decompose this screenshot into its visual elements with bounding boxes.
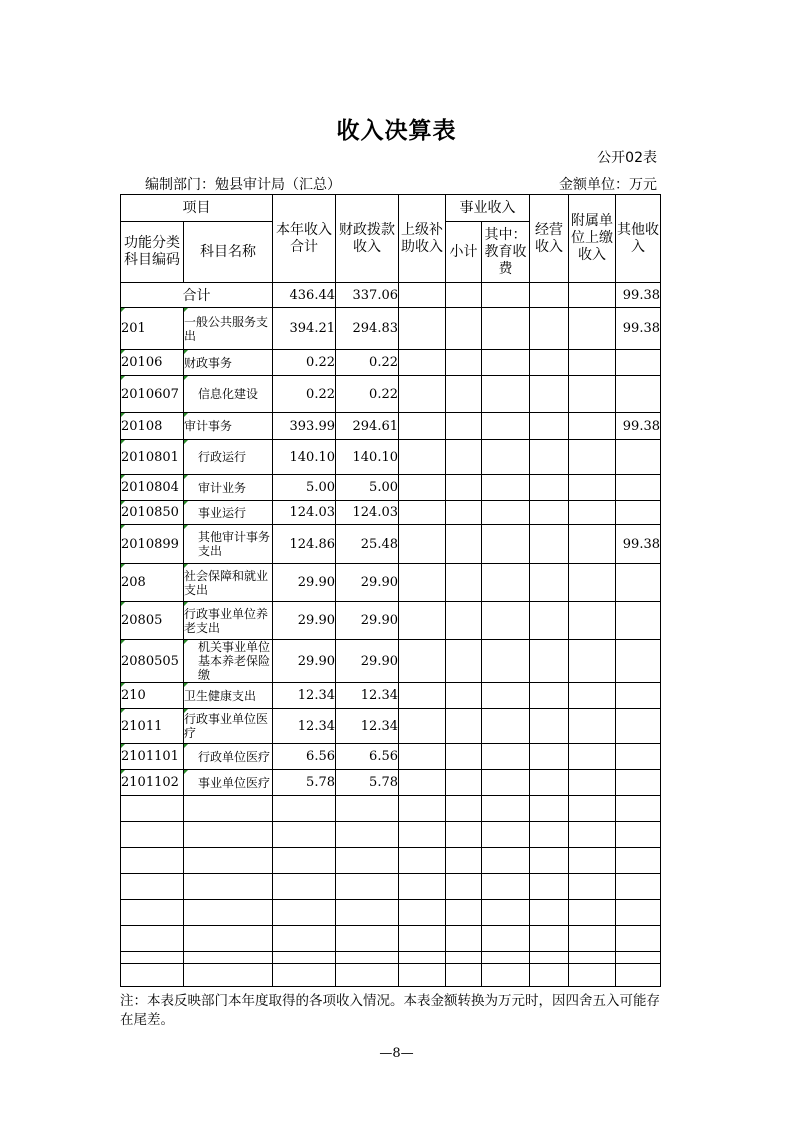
cell-fiscal: 5.78 <box>336 770 399 796</box>
empty-row <box>121 822 661 848</box>
empty-row <box>121 926 661 952</box>
cell-other <box>616 564 661 602</box>
cell-name: 信息化建设 <box>184 376 273 413</box>
cell-code: 2101101 <box>121 744 184 770</box>
empty-row <box>121 874 661 900</box>
table-row <box>121 308 661 350</box>
cell-fiscal: 5.00 <box>336 475 399 501</box>
table-row <box>121 770 661 796</box>
cell-code: 2080505 <box>121 640 184 683</box>
cell-code: 2010804 <box>121 475 184 501</box>
cell-total: 140.10 <box>273 440 336 475</box>
empty-row <box>121 964 661 987</box>
cell-total: 394.21 <box>273 308 336 350</box>
department-label: 编制部门：勉县审计局（汇总） <box>145 177 341 193</box>
empty-row <box>121 796 661 822</box>
cell-other: 99.38 <box>616 283 661 308</box>
cell-code: 2101102 <box>121 770 184 796</box>
cell-total: 5.78 <box>273 770 336 796</box>
table-row <box>121 602 661 640</box>
table-row <box>121 744 661 770</box>
amount-unit-label: 金额单位：万元 <box>559 177 657 193</box>
cell-total: 12.34 <box>273 683 336 709</box>
header-item: 项目 <box>121 195 273 222</box>
cell-code: 201 <box>121 308 184 350</box>
cell-fiscal: 29.90 <box>336 564 399 602</box>
income-table <box>120 194 661 987</box>
cell-other <box>616 376 661 413</box>
table-row <box>121 564 661 602</box>
cell-other <box>616 602 661 640</box>
cell-fiscal: 29.90 <box>336 640 399 683</box>
cell-other: 99.38 <box>616 413 661 440</box>
cell-other <box>616 501 661 525</box>
cell-other <box>616 744 661 770</box>
table-row <box>121 376 661 413</box>
cell-name: 行政事业单位养老支出 <box>184 602 273 640</box>
cell-fiscal: 140.10 <box>336 440 399 475</box>
cell-other <box>616 475 661 501</box>
cell-name: 财政事务 <box>184 350 273 376</box>
table-row <box>121 350 661 376</box>
header-subtotal: 小计 <box>446 222 482 283</box>
header-oper: 经营收入 <box>530 195 569 283</box>
cell-fiscal: 29.90 <box>336 602 399 640</box>
cell-name: 行政运行 <box>184 440 273 475</box>
cell-name: 行政事业单位医疗 <box>184 709 273 744</box>
table-row <box>121 283 661 308</box>
total-label: 合计 <box>121 283 273 308</box>
empty-row <box>121 900 661 926</box>
cell-code: 20106 <box>121 350 184 376</box>
empty-row <box>121 952 661 964</box>
cell-total: 124.03 <box>273 501 336 525</box>
cell-other: 99.38 <box>616 308 661 350</box>
table-row <box>121 709 661 744</box>
table-row <box>121 683 661 709</box>
table-row <box>121 501 661 525</box>
cell-fiscal: 294.61 <box>336 413 399 440</box>
header-name: 科目名称 <box>184 222 273 283</box>
cell-code: 2010850 <box>121 501 184 525</box>
cell-total: 29.90 <box>273 640 336 683</box>
cell-name: 卫生健康支出 <box>184 683 273 709</box>
cell-code: 20805 <box>121 602 184 640</box>
page-number: —8— <box>379 1046 414 1061</box>
cell-other: 99.38 <box>616 525 661 564</box>
cell-name: 机关事业单位基本养老保险缴 <box>184 640 273 683</box>
cell-fiscal: 0.22 <box>336 350 399 376</box>
cell-code: 208 <box>121 564 184 602</box>
cell-code: 210 <box>121 683 184 709</box>
cell-total: 29.90 <box>273 602 336 640</box>
cell-other <box>616 440 661 475</box>
cell-code: 2010607 <box>121 376 184 413</box>
cell-fiscal: 12.34 <box>336 709 399 744</box>
cell-total: 12.34 <box>273 709 336 744</box>
cell-total: 124.86 <box>273 525 336 564</box>
cell-code: 20108 <box>121 413 184 440</box>
form-number: 公开02表 <box>597 150 657 166</box>
cell-name: 其他审计事务支出 <box>184 525 273 564</box>
cell-fiscal: 12.34 <box>336 683 399 709</box>
header-career: 事业收入 <box>446 195 530 222</box>
header-other: 其他收入 <box>616 195 661 283</box>
table-row <box>121 640 661 683</box>
cell-name: 社会保障和就业支出 <box>184 564 273 602</box>
cell-other <box>616 640 661 683</box>
header-edu: 其中：教育收费 <box>482 222 530 283</box>
cell-other <box>616 770 661 796</box>
cell-fiscal: 337.06 <box>336 283 399 308</box>
cell-name: 事业运行 <box>184 501 273 525</box>
cell-total: 5.00 <box>273 475 336 501</box>
empty-row <box>121 848 661 874</box>
cell-total: 6.56 <box>273 744 336 770</box>
cell-fiscal: 294.83 <box>336 308 399 350</box>
page-title: 收入决算表 <box>336 118 457 144</box>
header-upper: 上级补助收入 <box>399 195 446 283</box>
cell-name: 审计事务 <box>184 413 273 440</box>
cell-code: 2010801 <box>121 440 184 475</box>
cell-total: 29.90 <box>273 564 336 602</box>
cell-code: 21011 <box>121 709 184 744</box>
cell-name: 行政单位医疗 <box>184 744 273 770</box>
header-code: 功能分类科目编码 <box>121 222 184 283</box>
cell-other <box>616 350 661 376</box>
cell-other <box>616 709 661 744</box>
cell-name: 事业单位医疗 <box>184 770 273 796</box>
header-fiscal: 财政拨款收入 <box>336 195 399 283</box>
table-row <box>121 413 661 440</box>
table-row <box>121 475 661 501</box>
header-affil: 附属单位上缴收入 <box>569 195 616 283</box>
cell-total: 0.22 <box>273 376 336 413</box>
table-row <box>121 525 661 564</box>
cell-fiscal: 0.22 <box>336 376 399 413</box>
cell-name: 一般公共服务支出 <box>184 308 273 350</box>
cell-total: 393.99 <box>273 413 336 440</box>
header-total: 本年收入合计 <box>273 195 336 283</box>
cell-other <box>616 683 661 709</box>
cell-total: 0.22 <box>273 350 336 376</box>
cell-fiscal: 25.48 <box>336 525 399 564</box>
cell-name: 审计业务 <box>184 475 273 501</box>
cell-fiscal: 124.03 <box>336 501 399 525</box>
footnote: 注：本表反映部门本年度取得的各项收入情况。本表金额转换为万元时，因四舍五入可能存在尾差。 <box>120 993 660 1028</box>
cell-code: 2010899 <box>121 525 184 564</box>
table-row <box>121 440 661 475</box>
cell-total: 436.44 <box>273 283 336 308</box>
cell-fiscal: 6.56 <box>336 744 399 770</box>
